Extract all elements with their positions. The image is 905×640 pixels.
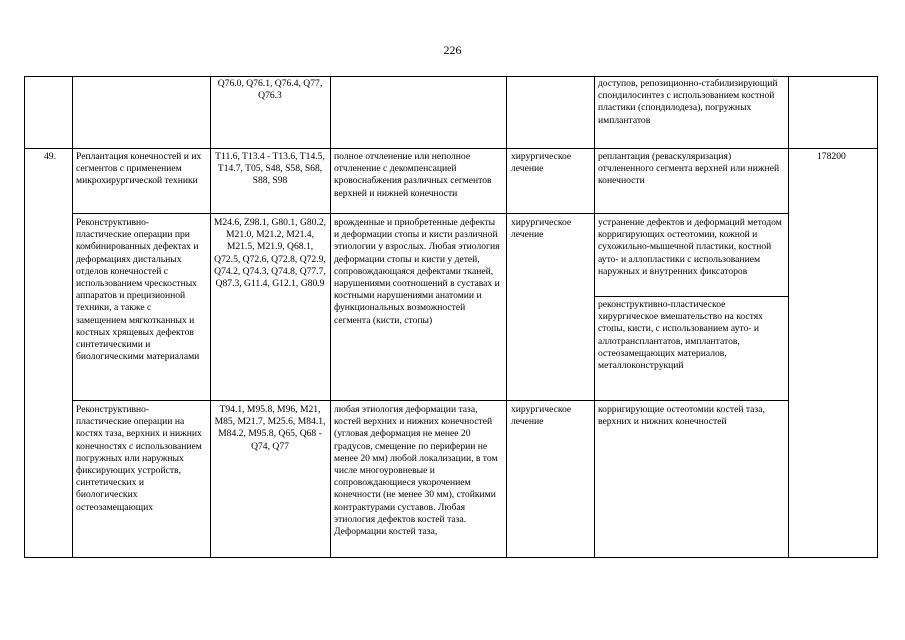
recon-name: Реконструктивно-пластические операции при комбинированных дефектах и деформациях дистальных отделов конечностей с использованием чрескостных аппаратов и прецизионной техники, а также с замещением мягкотканных и костных хрящевых дефектов синтетическими и биологическими материалами [76,217,200,363]
column-border [877,76,878,558]
recon-patient-model: врожденные и приобретенные дефекты и деформации стопы и кисти различной этиологии у взрослых. Любая этиология деформации стопы и кисти у детей, сопровождающаяся дефектами тканей, нарушениями соотношений в суставах и костными нарушениями анатомии и функциональных возможностей сегмента (кисти, стопы) [334,217,500,326]
recon-treatment-type: хирургическое лечение [511,217,572,241]
row-separator [24,148,877,149]
recon-codes: M24.6, Z98.1, G80.1, G80.2, M21.0, M21.2, M21.4, M21.5, M21.9, Q68.1, Q72.5, Q72.6, Q72.8, Q72.9, Q74.2, Q74.3, Q74.8, Q77.7, Q87.3, G11.4, G12.1, G80.9 [213,217,327,290]
pelvis-patient-model: любая этиология деформации таза, костей верхних и нижних конечностей (угловая деформация не менее 20 градусов, смещение по периферии не менее 20 мм) любой локализации, в том числе многоуровневые и сопровождающиеся укорочением конечности (не менее 30 мм), стойкими контрактурами суставов. Любая этиология дефектов костей таза. Деформации костей таза, [334,404,498,538]
continued-row-codes: Q76.0, Q76.1, Q76.4, Q77, Q76.3 [217,78,323,102]
column-border [788,76,789,558]
continued-row-treatment: доступов, репозиционно-стабилизирующий спондилосинтез с использованием костной пластики (спондилодеза), погружных имплантатов [598,78,778,126]
recon-treatment-method-2: реконструктивно-пластическое хирургическое вмешательство на костях стопы, кисти, с использованием ауто- и аллотрансплантатов, имплантатов, остеозамещающих материалов, металлоконструкций [598,299,763,372]
pelvis-codes: T94.1, M95.8, M96, M21, M85, M21.7, M25.6, M84.1, M84.2, M95.8, Q65, Q68 - Q74, Q77 [214,404,326,452]
row49-treatment-method: реплантация (реваскуляризация) отчлененного сегмента верхней или нижней конечности [598,151,780,187]
pelvis-treatment-method: корригирующие остеотомии костей таза, верхних и нижних конечностей [598,404,765,428]
row-separator [72,213,788,214]
column-border [24,76,25,558]
table-top-border [24,76,877,77]
pelvis-treatment-type: хирургическое лечение [511,404,572,428]
column-border [594,76,595,558]
row-number: 49. [44,151,56,162]
row49-treatment-type: хирургическое лечение [511,151,572,175]
table-bottom-border [24,557,877,558]
row49-patient-model: полное отчленение или неполное отчленение с декомпенсацией кровоснабжения различных сегментов верхней и нижней конечности [334,151,492,199]
column-border [72,76,73,558]
column-border [506,76,507,558]
cell-separator [594,296,788,297]
page-number: 226 [443,43,462,57]
recon-treatment-method-1: устранение дефектов и деформаций методом корригирующих остеотомии, кожной и сухожильно-мышечной пластики, костной ауто- и аллопластики с использованием наружных и внутренних фиксаторов [598,217,782,277]
row49-cost: 178200 [817,151,846,162]
row49-codes: T11.6, T13.4 - T13.6, T14.5, T14.7, T05, S48, S58, S68, S88, S98 [215,151,325,187]
pelvis-name: Реконструктивно-пластические операции на костях таза, верхних и нижних конечностях с использованием погружных или наружных фиксирующих устройств, синтетических и биологических остеозамещающих [76,404,202,513]
row49-name: Реплантация конечностей и их сегментов с применением микрохирургической техники [76,151,202,187]
column-border [210,76,211,558]
column-border [330,76,331,558]
row-separator [72,400,788,401]
